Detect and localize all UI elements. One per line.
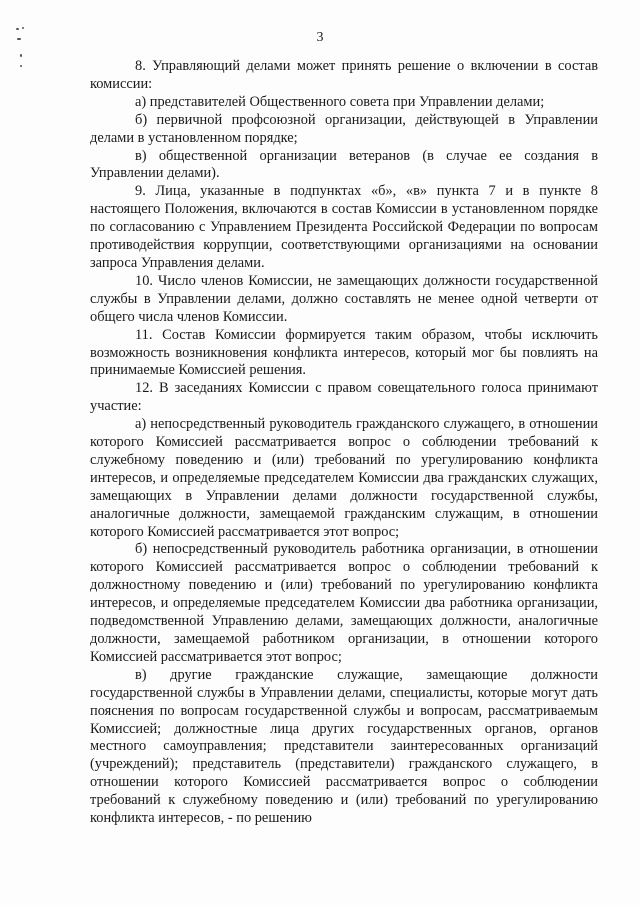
paragraph-item-10: 10. Число членов Комиссии, не замещающих должности государственной службы в Управлении делами, должно составлять не менее одной четверти от общего числа членов Комиссии.: [90, 272, 598, 325]
page-number: 3: [316, 30, 324, 45]
margin-scan-marks: [14, 18, 28, 78]
paragraph-item-12a: а) непосредственный руководитель гражданского служащего, в отношении которого Комиссией рассматривается вопрос о соблюдении требований к служебному поведению и (или) требований по урегулированию конфликта интересов, и определяемые председателем Комиссии два гражданских служащих, замещающих в Управлении делами должности государственной службы, аналогичные должности, замещаемой гражданским служащим, в отношении которого Комиссией рассматривается этот вопрос;: [90, 416, 598, 540]
paragraph-item-8: 8. Управляющий делами может принять решение о включении в состав комиссии:: [90, 58, 598, 92]
paragraph-item-12v: в) другие гражданские служащие, замещающие должности государственной службы в Управлении делами, специалисты, которые могут дать пояснения по вопросам государственной службы и вопросам, рассматриваемым Комиссией; должностные лица других государственных органов, органов местного самоуправления; представители заинтересованных организаций (учреждений); представитель (представители) гражданского служащего, в отношении которого Комиссией рассматривается вопрос о соблюдении требований к служебному поведению и (или) требований по урегулированию конфликта интересов, - по решению: [90, 666, 598, 827]
paragraph-item-12: 12. В заседаниях Комиссии с правом совещательного голоса принимают участие:: [90, 380, 598, 415]
paragraph-item-8b: б) первичной профсоюзной организации, действующей в Управлении делами в установленном порядке;: [90, 111, 598, 146]
document-body: [90, 58, 598, 828]
paragraph-item-9: 9. Лица, указанные в подпунктах «б», «в» пункта 7 и в пункте 8 настоящего Положения, включаются в состав Комиссии в установленном порядке по согласованию с Управлением Президента Российской Федерации по вопросам противодействия коррупции, соответствующими организациями на основании запроса Управления делами.: [90, 183, 598, 271]
paragraph-item-8v: в) общественной организации ветеранов (в случае ее создания в Управлении делами).: [90, 147, 598, 182]
paragraph-item-12b: б) непосредственный руководитель работника организации, в отношении которого Комиссией рассматривается вопрос о соблюдении требований к должностному поведению и (или) требований по урегулированию конфликта интересов, и определяемые председателем Комиссии два работника организации, подведомственной Управлению делами, замещающих должности, аналогичные должности, замещаемой работником организации, в отношении которого Комиссией рассматривается этот вопрос;: [90, 541, 598, 665]
paragraph-item-8a: а) представителей Общественного совета при Управлении делами;: [135, 93, 545, 110]
paragraph-item-11: 11. Состав Комиссии формируется таким образом, чтобы исключить возможность возникновения конфликта интересов, который мог бы повлиять на принимаемые Комиссией решения.: [90, 326, 598, 379]
